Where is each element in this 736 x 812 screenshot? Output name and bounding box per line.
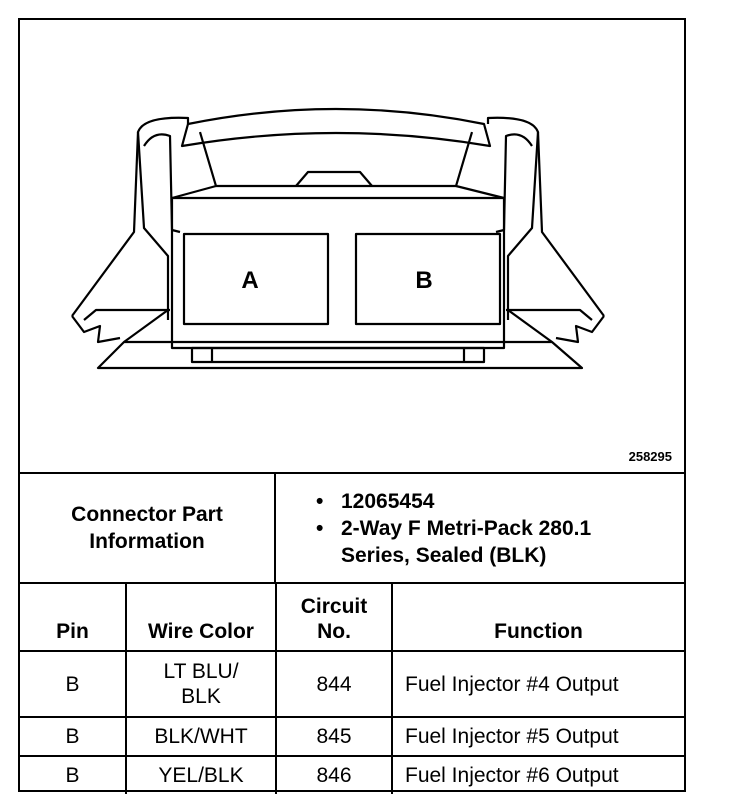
part-number: 12065454 (341, 490, 435, 513)
bottom-base (98, 342, 582, 368)
table-header-row (20, 583, 684, 651)
pin-cell: B (20, 717, 126, 756)
description-item (316, 515, 684, 569)
table-row (20, 651, 684, 717)
part-number-item (316, 488, 684, 515)
table-row (20, 756, 684, 794)
bullet-icon: • (316, 517, 324, 540)
function-header: Function (392, 583, 684, 651)
connector-diagram (20, 20, 684, 472)
connector-info-row (20, 472, 684, 582)
wire-color-cell: YEL/BLK (126, 756, 276, 794)
function-cell: Fuel Injector #5 Output (392, 717, 684, 756)
connector-body (172, 198, 504, 348)
circuit-cell: 845 (276, 717, 392, 756)
circuit-header-line: Circuit (300, 595, 368, 618)
connector-drawing (20, 20, 684, 472)
cavity-b-label: B (415, 267, 433, 294)
figure-number: 258295 (628, 449, 672, 464)
circuit-cell: 846 (276, 756, 392, 794)
wire-color-cell (126, 651, 276, 717)
wire-color-line: LT BLU/ (163, 660, 239, 683)
description-line: 2-Way F Metri-Pack 280.1 (341, 517, 592, 540)
pin-cell: B (20, 651, 126, 717)
connector-part-info-label (20, 474, 276, 582)
wire-color-line: BLK (181, 685, 221, 708)
description-line: Series, Sealed (BLK) (341, 544, 547, 567)
wire-color-header: Wire Color (126, 583, 276, 651)
pin-header: Pin (20, 583, 126, 651)
cavity-a-label: A (241, 267, 259, 294)
bullet-icon: • (316, 490, 324, 513)
wire-color-cell: BLK/WHT (126, 717, 276, 756)
connector-frame (18, 18, 686, 792)
function-cell: Fuel Injector #6 Output (392, 756, 684, 794)
function-cell: Fuel Injector #4 Output (392, 651, 684, 717)
connector-part-info-values (276, 474, 684, 582)
table-row (20, 717, 684, 756)
info-label-line: Information (89, 530, 205, 553)
circuit-cell: 844 (276, 651, 392, 717)
circuit-header (276, 583, 392, 651)
info-label-line: Connector Part (71, 503, 223, 526)
pin-table (20, 582, 684, 794)
circuit-header-line: No. (317, 620, 351, 643)
top-arch (182, 109, 490, 146)
pin-cell: B (20, 756, 126, 794)
